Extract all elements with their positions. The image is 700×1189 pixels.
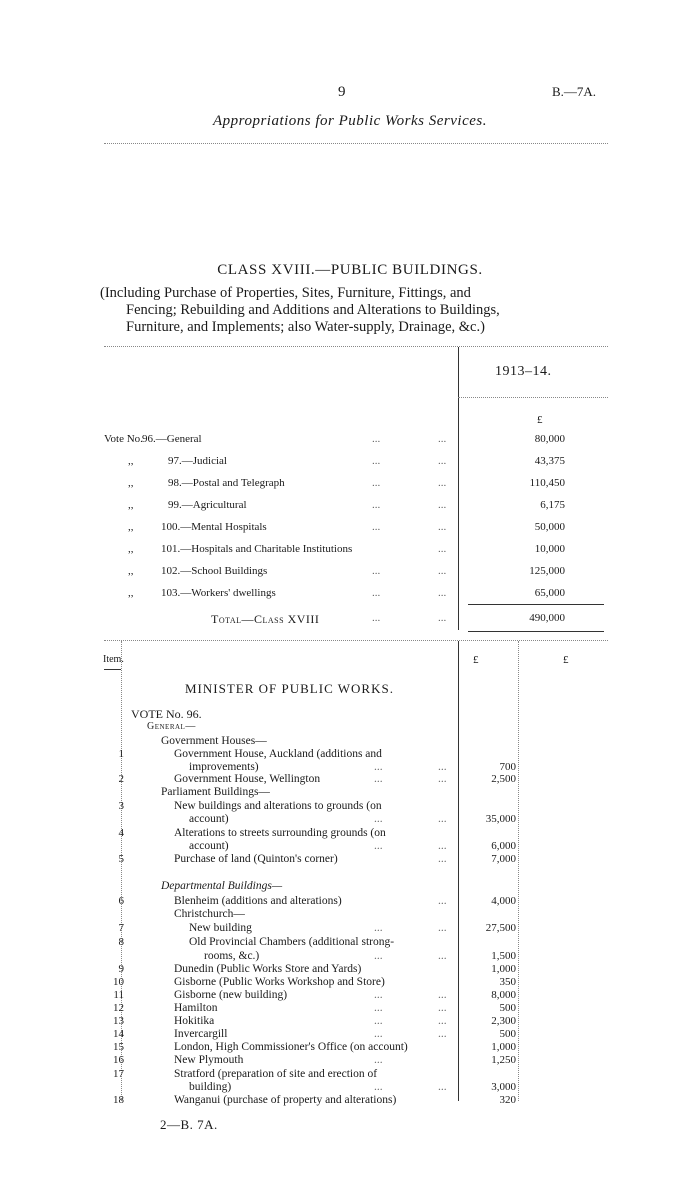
leader-dots: ...	[374, 761, 383, 773]
item-description: Government House, Auckland (additions and	[174, 748, 382, 760]
vote-row	[0, 499, 700, 519]
leader-dots: ...	[438, 989, 447, 1001]
class-desc-line-2: Fencing; Rebuilding and Additions and Alterations to Buildings,	[126, 302, 500, 318]
item-number: 18	[113, 1094, 124, 1106]
item-number: 12	[113, 1002, 124, 1014]
leader-dots: ...	[438, 587, 447, 599]
item-description: Wanganui (purchase of property and alterations)	[174, 1094, 397, 1106]
item-amount: 350	[499, 976, 516, 988]
leader-dots: ...	[438, 565, 447, 577]
item-number: 3	[118, 800, 124, 812]
item-description-cont: building)	[189, 1081, 232, 1093]
ditto-mark: ,,	[128, 543, 134, 555]
class-desc-line-1: (Including Purchase of Properties, Sites, Furniture, Fittings, and	[100, 285, 471, 301]
leader-dots: ...	[374, 1028, 383, 1040]
leader-dots: ...	[372, 521, 381, 533]
leader-dots: ...	[438, 1028, 447, 1040]
signature-mark: 2—B. 7A.	[160, 1117, 218, 1132]
vote-label: 103.—Workers' dwellings	[161, 587, 276, 599]
item-description-cont: improvements)	[189, 761, 259, 773]
leader-dots: ...	[374, 1002, 383, 1014]
leader-dots: ...	[438, 477, 447, 489]
vote-amount: 65,000	[534, 587, 565, 599]
leader-dots: ...	[438, 922, 447, 934]
summary-currency: £	[537, 414, 543, 426]
vote-amount: 6,175	[540, 499, 565, 511]
leader-dots: ...	[438, 1015, 447, 1027]
ditto-mark: ,,	[128, 521, 134, 533]
leader-dots: ...	[374, 1081, 383, 1093]
leader-dots: ...	[438, 773, 447, 785]
vote-row	[0, 521, 700, 541]
item-description: Alterations to streets surrounding grounds (on	[174, 827, 386, 839]
leader-dots: ...	[374, 1015, 383, 1027]
ditto-mark: ,,	[128, 477, 134, 489]
leader-dots: ...	[438, 499, 447, 511]
item-description: Gisborne (Public Works Workshop and Store)	[174, 976, 385, 988]
vote-row	[0, 433, 700, 453]
item-number: 13	[113, 1015, 124, 1027]
items-column-divider-3	[518, 641, 519, 1101]
item-amount: 3,000	[491, 1081, 516, 1093]
item-description: Hokitika	[174, 1015, 215, 1027]
item-amount: 27,500	[485, 922, 516, 934]
parliament-heading: Parliament Buildings—	[161, 786, 270, 798]
vote-label: 101.—Hospitals and Charitable Institutions	[161, 543, 353, 555]
item-amount: 2,500	[491, 773, 516, 785]
item-amount: 6,000	[491, 840, 516, 852]
item-description: New buildings and alterations to grounds (on	[174, 800, 382, 812]
vote-label: 98.—Postal and Telegraph	[168, 477, 285, 489]
item-number: 15	[113, 1041, 124, 1053]
leader-dots: ...	[372, 455, 381, 467]
item-amount: 7,000	[491, 853, 516, 865]
item-number: 11	[113, 989, 124, 1001]
leader-dots: ...	[372, 433, 381, 445]
leader-dots: ...	[374, 773, 383, 785]
christchurch-heading: Christchurch—	[174, 908, 245, 920]
leader-dots: ...	[372, 499, 381, 511]
class-description	[100, 285, 610, 336]
item-number: 10	[113, 976, 124, 988]
vote-row	[0, 565, 700, 585]
item-description: Invercargill	[174, 1028, 228, 1040]
ditto-mark: ,,	[128, 587, 134, 599]
item-number: 16	[113, 1054, 124, 1066]
items-column-divider-2	[458, 641, 459, 1101]
item-number: 9	[118, 963, 124, 975]
total-top-rule	[468, 604, 604, 605]
class-desc-line-3: Furniture, and Implements; also Water-supply, Drainage, &c.)	[126, 319, 485, 335]
vote-label: 100.—Mental Hospitals	[161, 521, 267, 533]
leader-dots: ...	[374, 1054, 383, 1066]
total-row	[0, 612, 700, 632]
leader-dots: ...	[372, 565, 381, 577]
header-rule	[104, 143, 608, 144]
leader-dots: ...	[374, 922, 383, 934]
vote-amount: 43,375	[534, 455, 565, 467]
vote-label: 102.—School Buildings	[161, 565, 268, 577]
class-title: CLASS XVIII.—PUBLIC BUILDINGS.	[217, 262, 483, 278]
item-description: Old Provincial Chambers (additional strong-	[189, 936, 395, 948]
leader-dots: ...	[372, 587, 381, 599]
vote-heading: VOTE No. 96.	[131, 707, 202, 721]
gov-houses-heading: Government Houses—	[161, 735, 267, 747]
leader-dots: ...	[438, 895, 447, 907]
item-number: 6	[118, 895, 124, 907]
item-amount: 700	[499, 761, 516, 773]
items-top-rule	[104, 640, 608, 641]
item-number: 4	[118, 827, 124, 839]
leader-dots: ...	[438, 1002, 447, 1014]
item-number: 8	[118, 936, 124, 948]
document-reference: B.—7A.	[552, 84, 597, 99]
total-amount: 490,000	[529, 612, 565, 624]
leader-dots: ...	[438, 612, 447, 624]
leader-dots: ...	[374, 950, 383, 962]
leader-dots: ...	[438, 1081, 447, 1093]
vote-label: 97.—Judicial	[168, 455, 227, 467]
total-bottom-rule	[468, 631, 604, 632]
summary-year-header: 1913–14.	[495, 364, 552, 379]
leader-dots: ...	[372, 612, 381, 624]
vote-row	[0, 543, 700, 563]
vote-label: 99.—Agricultural	[168, 499, 247, 511]
vote-amount: 110,450	[529, 477, 565, 489]
general-heading: General—	[147, 721, 196, 732]
item-description: Hamilton	[174, 1002, 218, 1014]
item-amount: 2,300	[491, 1015, 516, 1027]
vote-amount: 125,000	[529, 565, 565, 577]
minister-heading: MINISTER OF PUBLIC WORKS.	[185, 681, 394, 696]
ditto-mark: ,,	[128, 455, 134, 467]
item-header-rule	[104, 669, 121, 670]
leader-dots: ...	[374, 840, 383, 852]
leader-dots: ...	[374, 989, 383, 1001]
total-label: Total—Class XVIII	[211, 612, 320, 626]
summary-top-rule	[104, 346, 608, 347]
item-description: Purchase of land (Quinton's corner)	[174, 853, 338, 865]
item-amount: 1,000	[491, 963, 516, 975]
vote-label: 96.—General	[142, 433, 202, 445]
leader-dots: ...	[438, 543, 447, 555]
item-number: 2	[118, 773, 124, 785]
item-description: Stratford (preparation of site and erection of	[174, 1068, 378, 1080]
vote-row	[0, 455, 700, 475]
item-amount: 1,500	[491, 950, 516, 962]
item-amount: 500	[499, 1028, 516, 1040]
vote-amount: 50,000	[534, 521, 565, 533]
vote-amount: 80,000	[534, 433, 565, 445]
item-number: 7	[118, 922, 124, 934]
item-description: Blenheim (additions and alterations)	[174, 895, 342, 907]
item-description-cont: account)	[189, 840, 229, 852]
item-amount: 320	[499, 1094, 516, 1106]
item-amount: 1,000	[491, 1041, 516, 1053]
vote-amount: 10,000	[534, 543, 565, 555]
item-amount: 35,000	[485, 813, 516, 825]
leader-dots: ...	[374, 813, 383, 825]
page-number: 9	[338, 84, 346, 100]
item-column-header: Item.	[103, 654, 124, 665]
leader-dots: ...	[438, 813, 447, 825]
leader-dots: ...	[372, 477, 381, 489]
items-currency-col2: £	[563, 654, 569, 666]
item-number: 5	[118, 853, 124, 865]
item-number: 17	[113, 1068, 124, 1080]
page-subtitle: Appropriations for Public Works Services.	[213, 113, 487, 129]
item-number: 14	[113, 1028, 124, 1040]
item-description: Dunedin (Public Works Store and Yards)	[174, 963, 362, 975]
item-number: 1	[118, 748, 124, 760]
leader-dots: ...	[438, 853, 447, 865]
item-amount: 500	[499, 1002, 516, 1014]
item-amount: 4,000	[491, 895, 516, 907]
leader-dots: ...	[438, 521, 447, 533]
item-amount: 1,250	[491, 1054, 516, 1066]
ditto-mark: ,,	[128, 565, 134, 577]
ditto-mark: ,,	[128, 499, 134, 511]
leader-dots: ...	[438, 761, 447, 773]
leader-dots: ...	[438, 455, 447, 467]
item-description-cont: rooms, &c.)	[204, 950, 260, 962]
item-description: New building	[189, 922, 252, 934]
leader-dots: ...	[438, 950, 447, 962]
item-description-cont: account)	[189, 813, 229, 825]
summary-year-rule	[458, 397, 608, 398]
item-description: London, High Commissioner's Office (on account)	[174, 1041, 408, 1053]
leader-dots: ...	[438, 433, 447, 445]
vote-row	[0, 477, 700, 497]
departmental-heading: Departmental Buildings—	[161, 880, 283, 892]
item-description: Government House, Wellington	[174, 773, 321, 785]
leader-dots: ...	[438, 840, 447, 852]
item-description: New Plymouth	[174, 1054, 244, 1066]
item-description: Gisborne (new building)	[174, 989, 288, 1001]
vote-prefix: Vote No.	[104, 433, 143, 445]
items-currency-col1: £	[473, 654, 479, 666]
item-amount: 8,000	[491, 989, 516, 1001]
